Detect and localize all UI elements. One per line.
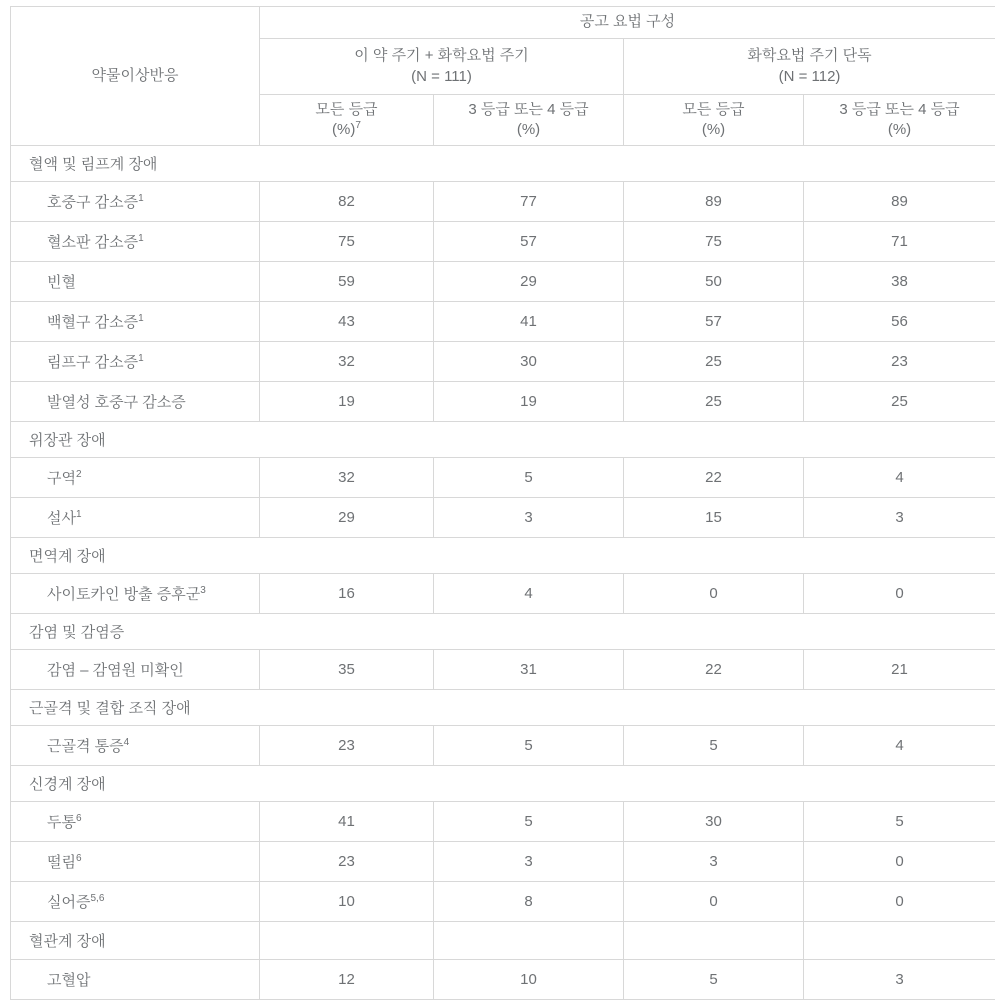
value-cell: 0 xyxy=(804,574,995,614)
value-cell: 32 xyxy=(260,458,434,498)
value-cell: 5 xyxy=(434,726,624,766)
footnote-marker: 1 xyxy=(138,193,144,204)
value-cell: 5 xyxy=(804,802,995,842)
reaction-label: 림프구 감소증$^1$ xyxy=(11,342,260,382)
subheader-line2: (%) xyxy=(625,120,802,140)
group-header-chemo-alone xyxy=(624,39,995,95)
value-cell: 41 xyxy=(434,302,624,342)
section-row xyxy=(11,146,995,182)
reaction-label: 설사$^1$ xyxy=(11,498,260,538)
footnote-marker: 1 xyxy=(138,233,144,244)
footnote-marker: 2 xyxy=(76,469,82,480)
subheader-line2: (%)$^7$ xyxy=(261,120,432,140)
value-cell: 31 xyxy=(434,650,624,690)
value-cell: 50 xyxy=(624,262,804,302)
reaction-label: 떨림$^6$ xyxy=(11,842,260,882)
value-cell: 43 xyxy=(260,302,434,342)
footnote-marker: 1 xyxy=(138,353,144,364)
subheader-line1: 3 등급 또는 4 등급 xyxy=(435,100,622,120)
value-cell xyxy=(804,922,995,960)
footnote-marker: 6 xyxy=(76,813,82,824)
table-row xyxy=(11,726,995,766)
value-cell: 32 xyxy=(260,342,434,382)
adverse-reactions-table xyxy=(10,6,995,1000)
table-row xyxy=(11,882,995,922)
value-cell: 8 xyxy=(434,882,624,922)
value-cell: 4 xyxy=(434,574,624,614)
value-cell: 10 xyxy=(434,960,624,1000)
table-row xyxy=(11,802,995,842)
table-row xyxy=(11,382,995,422)
footnote-marker: 1 xyxy=(76,509,82,520)
section-row xyxy=(11,538,995,574)
value-cell: 82 xyxy=(260,182,434,222)
reaction-label: 감염 – 감염원 미확인 xyxy=(11,650,260,690)
value-cell: 23 xyxy=(260,842,434,882)
table-row xyxy=(11,342,995,382)
value-cell: 41 xyxy=(260,802,434,842)
section-row xyxy=(11,422,995,458)
table-row xyxy=(11,222,995,262)
section-header: 혈액 및 림프계 장애 xyxy=(11,146,995,182)
value-cell: 5 xyxy=(624,960,804,1000)
group-title: 화학요법 주기 단독 xyxy=(625,46,994,66)
value-cell: 30 xyxy=(624,802,804,842)
subheader-line2: (%) xyxy=(805,120,994,140)
reaction-label: 고혈압 xyxy=(11,960,260,1000)
group-title: 이 약 주기 + 화학요법 주기 xyxy=(261,46,622,66)
table-row xyxy=(11,498,995,538)
footnote-marker: 5,6 xyxy=(90,893,104,904)
footnote-marker: 1 xyxy=(138,313,144,324)
subheader-all-grades-combo xyxy=(260,95,434,146)
value-cell: 71 xyxy=(804,222,995,262)
value-cell: 30 xyxy=(434,342,624,382)
value-cell: 5 xyxy=(434,458,624,498)
value-cell: 29 xyxy=(260,498,434,538)
section-header: 감염 및 감염증 xyxy=(11,614,995,650)
group-n: (N = 111) xyxy=(261,67,622,87)
value-cell: 29 xyxy=(434,262,624,302)
table-body xyxy=(11,146,995,1000)
table-row xyxy=(11,182,995,222)
value-cell: 77 xyxy=(434,182,624,222)
value-cell: 16 xyxy=(260,574,434,614)
value-cell: 0 xyxy=(804,882,995,922)
value-cell: 15 xyxy=(624,498,804,538)
section-row xyxy=(11,690,995,726)
value-cell: 59 xyxy=(260,262,434,302)
reaction-label: 근골격 통증$^4$ xyxy=(11,726,260,766)
table-row xyxy=(11,574,995,614)
section-header: 근골격 및 결합 조직 장애 xyxy=(11,690,995,726)
table-row xyxy=(11,262,995,302)
reaction-label: 호중구 감소증$^1$ xyxy=(11,182,260,222)
value-cell: 22 xyxy=(624,650,804,690)
value-cell: 35 xyxy=(260,650,434,690)
value-cell: 25 xyxy=(804,382,995,422)
value-cell: 3 xyxy=(624,842,804,882)
value-cell: 38 xyxy=(804,262,995,302)
value-cell: 12 xyxy=(260,960,434,1000)
group-n: (N = 112) xyxy=(625,67,994,87)
value-cell: 21 xyxy=(804,650,995,690)
reaction-label: 실어증$^{5,6}$ xyxy=(11,882,260,922)
reaction-label: 빈혈 xyxy=(11,262,260,302)
reaction-label: 백혈구 감소증$^1$ xyxy=(11,302,260,342)
value-cell xyxy=(260,922,434,960)
table-row xyxy=(11,960,995,1000)
value-cell: 3 xyxy=(804,960,995,1000)
value-cell: 57 xyxy=(434,222,624,262)
table-row xyxy=(11,302,995,342)
reaction-label: 발열성 호중구 감소증 xyxy=(11,382,260,422)
value-cell: 23 xyxy=(804,342,995,382)
subheader-line1: 모든 등급 xyxy=(261,100,432,120)
group-header-drug-plus-chemo xyxy=(260,39,624,95)
subheader-line1: 모든 등급 xyxy=(625,100,802,120)
value-cell: 10 xyxy=(260,882,434,922)
value-cell: 75 xyxy=(260,222,434,262)
section-row xyxy=(11,922,995,960)
value-cell: 25 xyxy=(624,382,804,422)
value-cell: 4 xyxy=(804,726,995,766)
reaction-label: 혈소판 감소증$^1$ xyxy=(11,222,260,262)
value-cell: 5 xyxy=(434,802,624,842)
column-header-regimen-composition: 공고 요법 구성 xyxy=(260,7,995,39)
section-header: 면역계 장애 xyxy=(11,538,995,574)
value-cell: 0 xyxy=(804,842,995,882)
value-cell: 89 xyxy=(804,182,995,222)
value-cell: 75 xyxy=(624,222,804,262)
value-cell: 56 xyxy=(804,302,995,342)
corner-header-label: 약물이상반응 xyxy=(92,67,179,84)
value-cell xyxy=(624,922,804,960)
value-cell: 22 xyxy=(624,458,804,498)
reaction-label: 두통$^6$ xyxy=(11,802,260,842)
value-cell: 3 xyxy=(434,498,624,538)
table-row xyxy=(11,842,995,882)
value-cell: 3 xyxy=(804,498,995,538)
section-row xyxy=(11,614,995,650)
footnote-marker: 7 xyxy=(355,120,361,131)
column-header-adverse-reaction xyxy=(11,7,260,146)
value-cell: 3 xyxy=(434,842,624,882)
value-cell xyxy=(434,922,624,960)
subheader-line2: (%) xyxy=(435,120,622,140)
section-header: 혈관계 장애 xyxy=(11,922,260,960)
table-row xyxy=(11,650,995,690)
value-cell: 57 xyxy=(624,302,804,342)
subheader-line1: 3 등급 또는 4 등급 xyxy=(805,100,994,120)
section-header: 위장관 장애 xyxy=(11,422,995,458)
table-row xyxy=(11,458,995,498)
section-row xyxy=(11,766,995,802)
footnote-marker: 3 xyxy=(200,585,206,596)
reaction-label: 구역$^2$ xyxy=(11,458,260,498)
value-cell: 0 xyxy=(624,574,804,614)
subheader-all-grades-chemo xyxy=(624,95,804,146)
section-header: 신경계 장애 xyxy=(11,766,995,802)
footnote-marker: 6 xyxy=(76,853,82,864)
footnote-marker: 4 xyxy=(124,737,130,748)
value-cell: 25 xyxy=(624,342,804,382)
table-header xyxy=(11,7,995,146)
value-cell: 23 xyxy=(260,726,434,766)
value-cell: 89 xyxy=(624,182,804,222)
value-cell: 19 xyxy=(260,382,434,422)
subheader-grade34-combo xyxy=(434,95,624,146)
value-cell: 5 xyxy=(624,726,804,766)
value-cell: 0 xyxy=(624,882,804,922)
reaction-label: 사이토카인 방출 증후군$^3$ xyxy=(11,574,260,614)
value-cell: 4 xyxy=(804,458,995,498)
subheader-grade34-chemo xyxy=(804,95,995,146)
header-row-top xyxy=(11,7,995,39)
value-cell: 19 xyxy=(434,382,624,422)
